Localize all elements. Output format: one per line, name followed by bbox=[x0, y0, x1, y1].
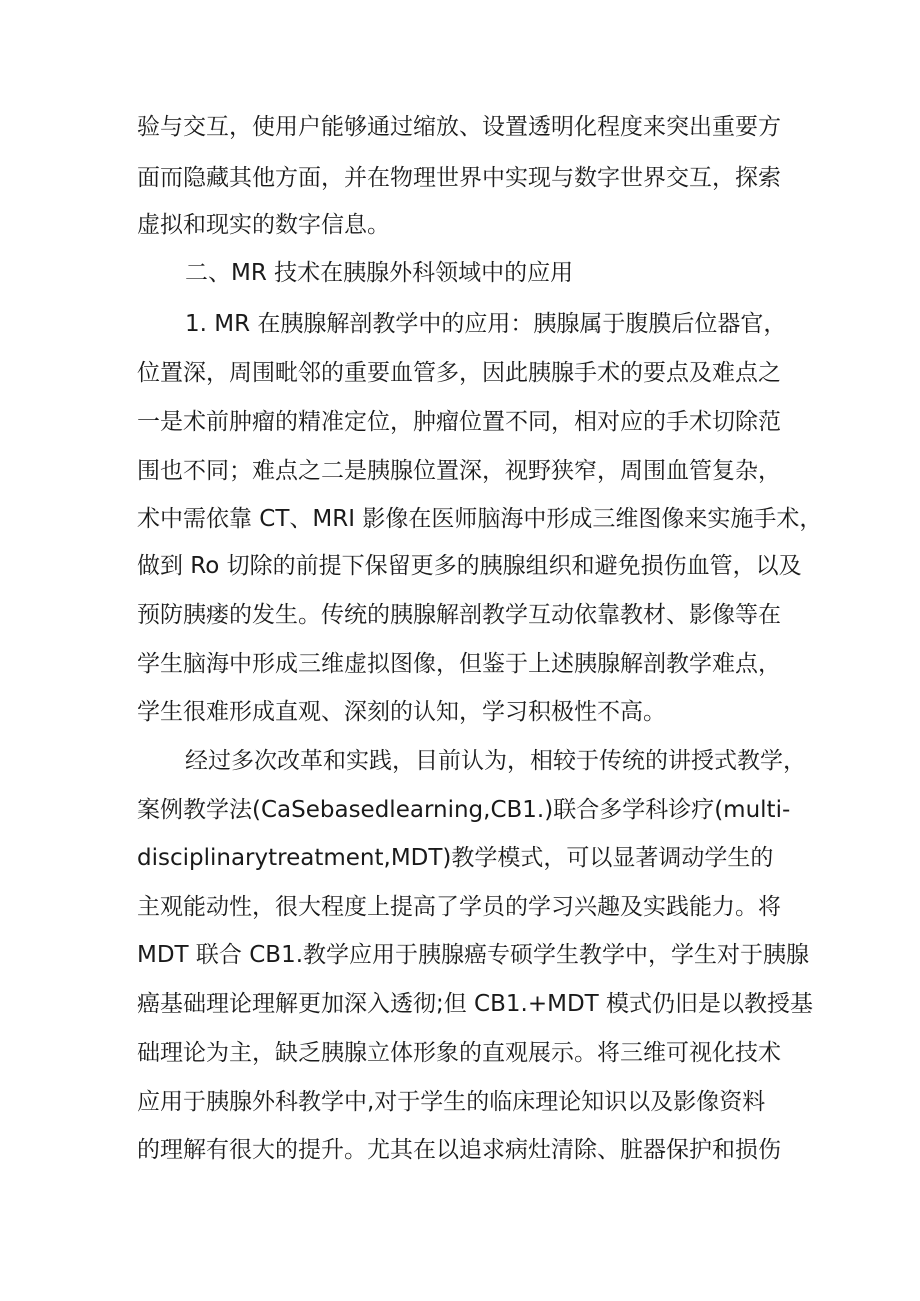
text-line: 验与交互，使用户能够通过缩放、设置透明化程度来突出重要方 bbox=[137, 114, 781, 140]
text-line: MDT 联合 CB1.教学应用于胰腺癌专硕学生教学中，学生对于胰腺 bbox=[137, 942, 810, 968]
text-line: 术中需依靠 CT、MRI 影像在医师脑海中形成三维图像来实施手术， bbox=[137, 506, 823, 532]
section-heading: 二、MR 技术在胰腺外科领域中的应用 bbox=[185, 260, 574, 286]
text-line: 案例教学法(CaSebasedlearning,CB1.)联合多学科诊疗(multi- bbox=[137, 797, 791, 823]
paragraph-first-line: 经过多次改革和实践，目前认为，相较于传统的讲授式教学， bbox=[185, 748, 806, 774]
text-line: 做到 Ro 切除的前提下保留更多的胰腺组织和避免损伤血管，以及 bbox=[137, 553, 802, 579]
text-line: 位置深，周围毗邻的重要血管多，因此胰腺手术的要点及难点之 bbox=[137, 360, 781, 386]
text-line: 面而隐藏其他方面，并在物理世界中实现与数字世界交互，探索 bbox=[137, 165, 781, 191]
text-line: 的理解有很大的提升。尤其在以追求病灶清除、脏器保护和损伤 bbox=[137, 1137, 781, 1163]
text-line: 应用于胰腺外科教学中,对于学生的临床理论知识以及影像资料 bbox=[137, 1089, 766, 1115]
text-line: 一是术前肿瘤的精准定位，肿瘤位置不同，相对应的手术切除范 bbox=[137, 409, 781, 435]
text-line: 虚拟和现实的数字信息。 bbox=[137, 212, 390, 238]
text-line: 预防胰瘘的发生。传统的胰腺解剖教学互动依靠教材、影像等在 bbox=[137, 602, 781, 628]
subsection-heading: 1. MR 在胰腺解剖教学中的应用：胰腺属于腹膜后位器官， bbox=[185, 311, 787, 337]
text-line: 础理论为主，缺乏胰腺立体形象的直观展示。将三维可视化技术 bbox=[137, 1040, 781, 1066]
text-line: 围也不同；难点之二是胰腺位置深，视野狭窄，周围血管复杂， bbox=[137, 458, 781, 484]
text-line: disciplinarytreatment,MDT)教学模式，可以显著调动学生的 bbox=[137, 845, 774, 871]
text-line: 癌基础理论理解更加深入透彻;但 CB1.+MDT 模式仍旧是以教授基 bbox=[137, 991, 814, 1017]
text-line: 学生很难形成直观、深刻的认知，学习积极性不高。 bbox=[137, 699, 666, 725]
text-line: 学生脑海中形成三维虚拟图像，但鉴于上述胰腺解剖教学难点， bbox=[137, 651, 781, 677]
text-line: 主观能动性，很大程度上提高了学员的学习兴趣及实践能力。将 bbox=[137, 894, 781, 920]
